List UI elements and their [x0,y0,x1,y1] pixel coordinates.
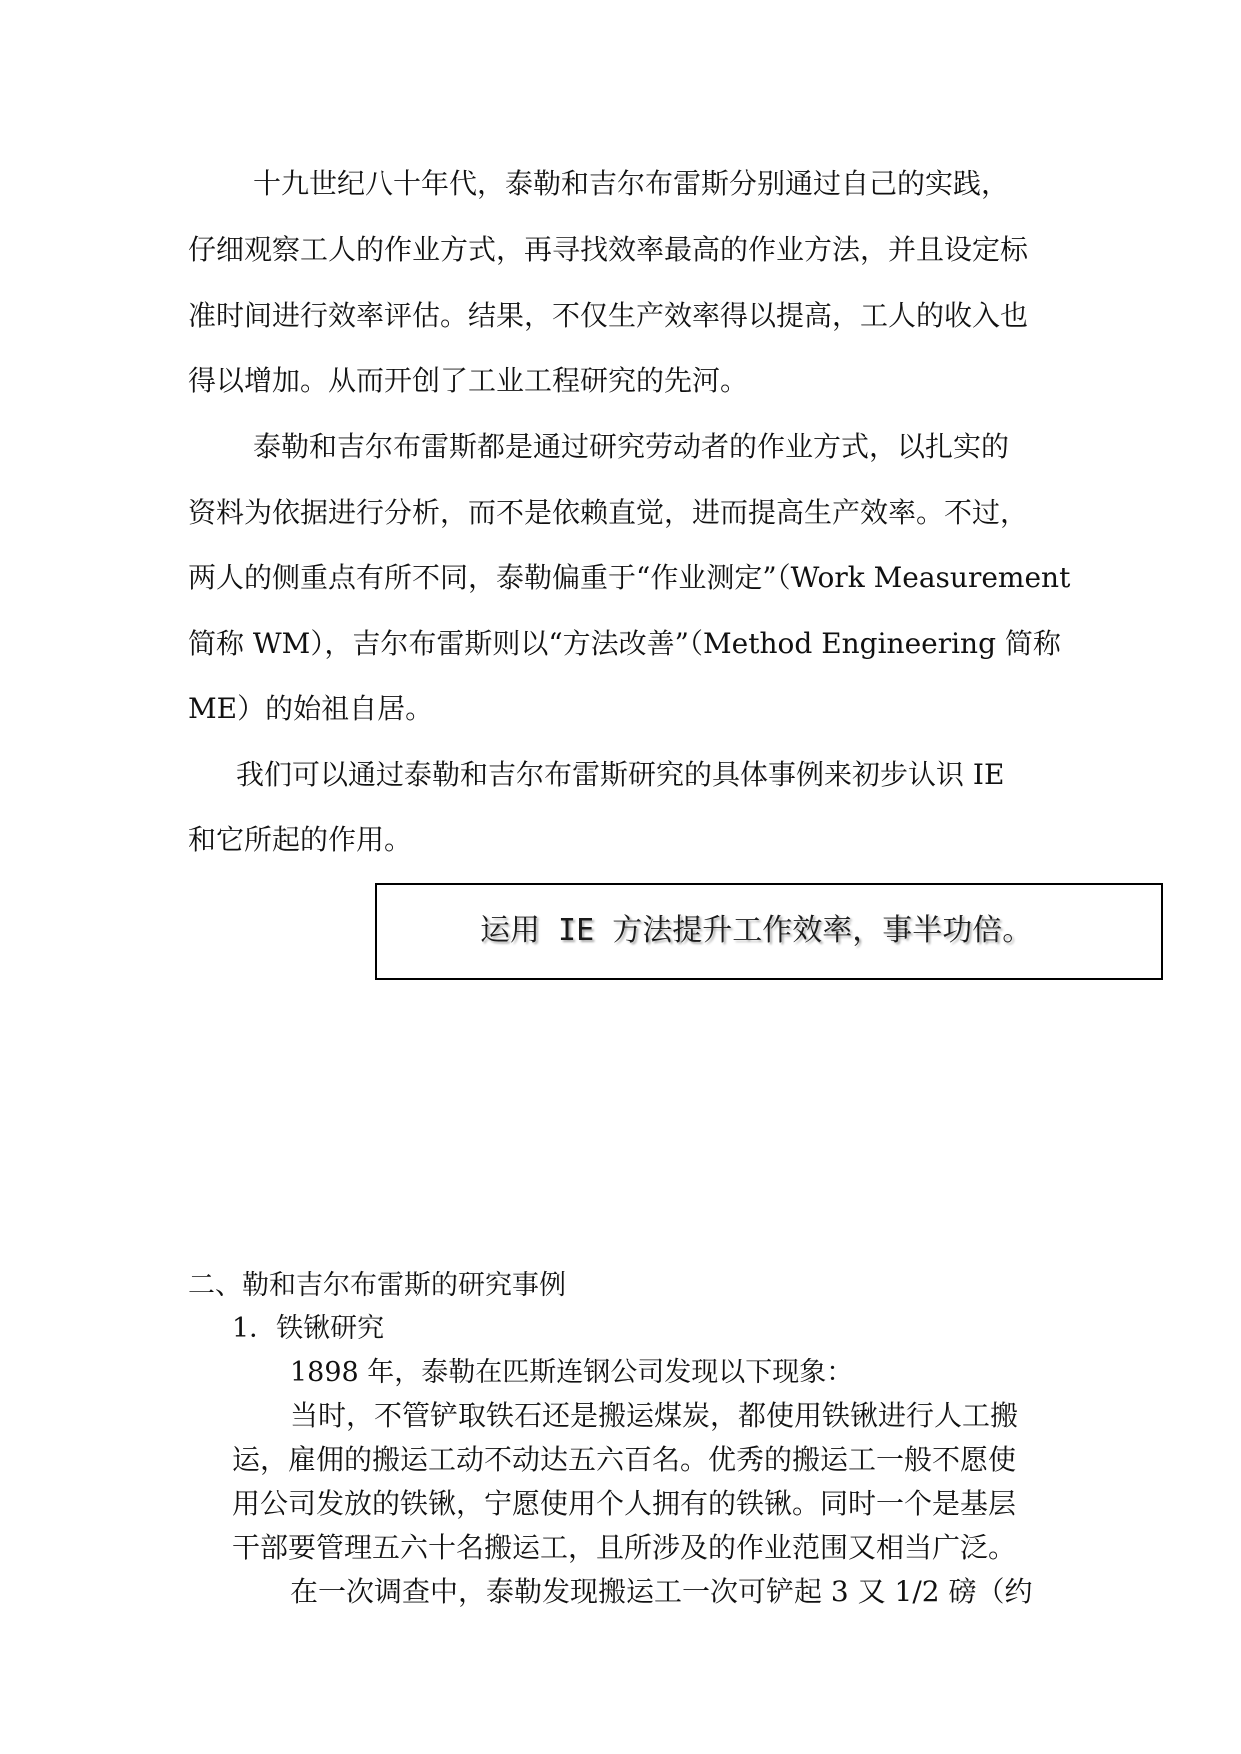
section-line-2: 当时，不管铲取铁石还是搬运煤炭，都使用铁锹进行人工搬 [290,1399,1019,1432]
callout-text: 运用 IE 方法提升工作效率，事半功倍。 [480,913,1033,948]
paragraph2-line-2: 资料为依据进行分析，而不是依赖直觉，进而提高生产效率。不过， [188,496,1029,529]
paragraph2-line-1: 泰勒和吉尔布雷斯都是通过研究劳动者的作业方式，以扎实的 [253,430,1010,463]
paragraph3-line-2: 和它所起的作用。 [188,823,413,856]
paragraph2-line-3: 两人的侧重点有所不同，泰勒偏重于“作业测定”（Work Measurement [188,561,1071,594]
section-subheading: 1．铁锹研究 [232,1313,385,1344]
section-line-6: 在一次调查中，泰勒发现搬运工一次可铲起 3 又 1/2 磅（约 [290,1575,1033,1608]
section-line-1: 1898 年，泰勒在匹斯连钢公司发现以下现象： [290,1357,854,1388]
section-line-5: 干部要管理五六十名搬运工，且所涉及的作业范围又相当广泛。 [232,1531,1017,1564]
paragraph1-line-4: 得以增加。从而开创了工业工程研究的先河。 [188,364,749,397]
paragraph3-line-1: 我们可以通过泰勒和吉尔布雷斯研究的具体事例来初步认识 IE [236,758,1005,791]
paragraph1-line-3: 准时间进行效率评估。结果，不仅生产效率得以提高，工人的收入也 [188,299,1029,332]
callout-box [375,883,1163,980]
section-line-4: 用公司发放的铁锹，宁愿使用个人拥有的铁锹。同时一个是基层 [232,1487,1017,1520]
paragraph2-line-4: 简称 WM），吉尔布雷斯则以“方法改善”（Method Engineering 简称 [188,627,1061,660]
section-heading: 二、勒和吉尔布雷斯的研究事例 [188,1270,566,1301]
paragraph1-line-1: 十九世纪八十年代，泰勒和吉尔布雷斯分别通过自己的实践， [253,167,1010,200]
paragraph1-line-2: 仔细观察工人的作业方式，再寻找效率最高的作业方法，并且设定标 [188,233,1029,266]
section-line-3: 运，雇佣的搬运工动不动达五六百名。优秀的搬运工一般不愿使 [232,1443,1017,1476]
paragraph2-line-5: ME）的始祖自居。 [188,692,434,725]
